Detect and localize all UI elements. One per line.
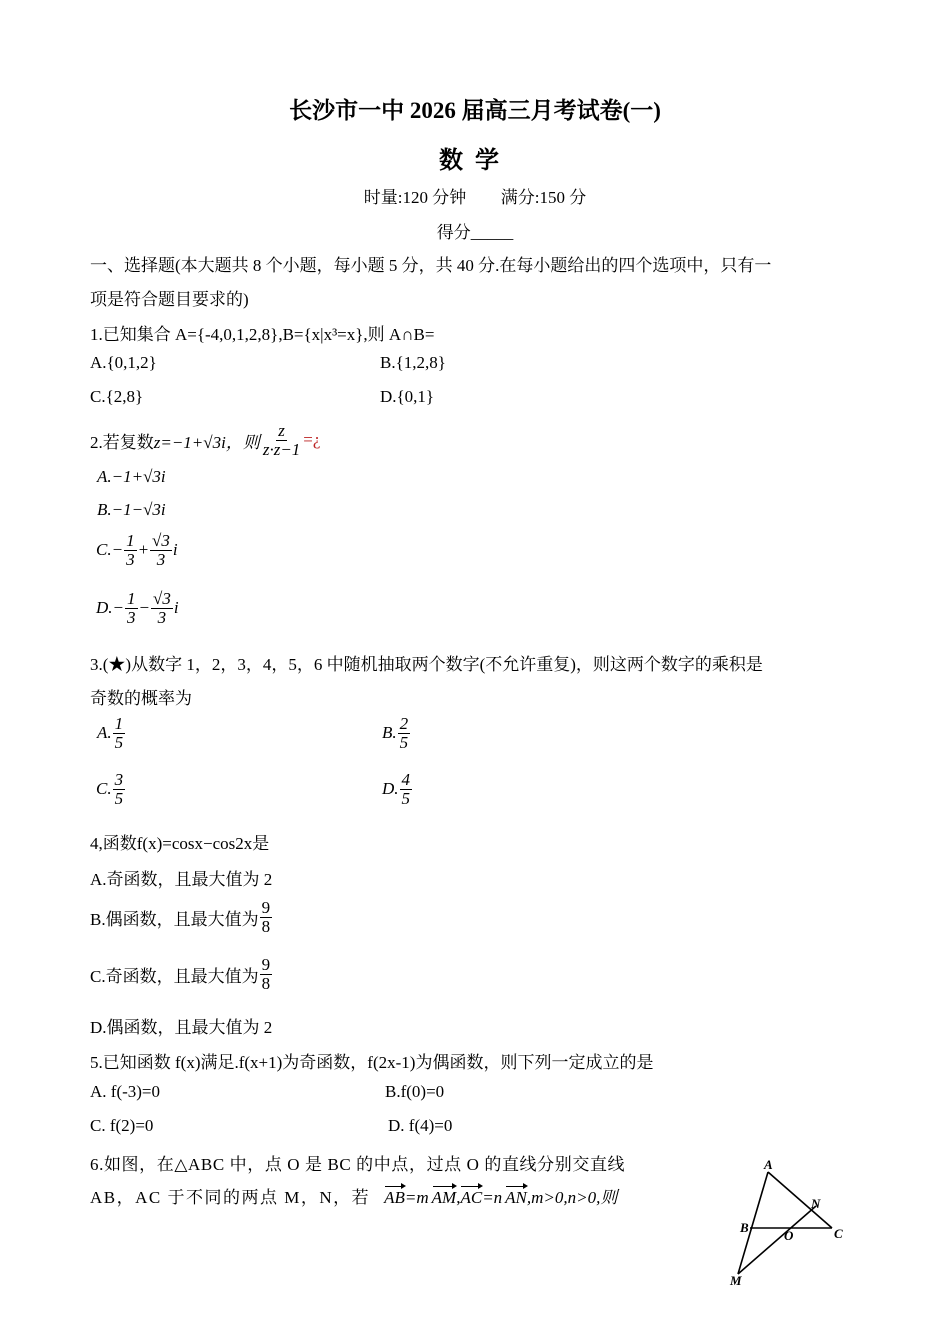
q2-option-b: B.−1−√3i [97, 500, 166, 519]
exam-title: 长沙市一中 2026 届高三月考试卷(一) [289, 98, 661, 123]
q5-option-d: D. f(4)=0 [388, 1116, 453, 1135]
q3-a-den: 5 [114, 732, 124, 752]
q3-b-den: 5 [399, 732, 409, 752]
q4-c-text: C.奇函数，且最大值为 [90, 966, 259, 986]
q2-c-frac2 [150, 532, 172, 569]
q2-c-den2: 3 [156, 549, 166, 569]
score-line: 得分_____ [436, 223, 514, 242]
q3-c-frac [113, 771, 126, 808]
q1-option-a: A.{0,1,2} [90, 353, 157, 372]
q6-stem-line2 [90, 1183, 617, 1208]
q2-c-frac1 [124, 532, 137, 569]
q2-expr: z=−1+√3i，则 [153, 432, 260, 452]
q3-a-num: 1 [114, 714, 124, 733]
q1-option-b: B.{1,2,8} [380, 353, 446, 372]
label-b: B [740, 1220, 749, 1235]
label-n: N [811, 1196, 821, 1211]
q3-b-num: 2 [399, 714, 409, 733]
q2-frac-num: z [278, 421, 285, 440]
q2-option-d [96, 590, 179, 627]
q1-option-d: D.{0,1} [380, 387, 435, 406]
triangle-figure [722, 1152, 852, 1290]
q2-d-den2: 3 [157, 607, 167, 627]
q3-stem-line2: 奇数的概率为 [90, 689, 192, 708]
q6-vector-ab: AB [384, 1188, 405, 1207]
q2-c-num1: 1 [126, 531, 135, 550]
q2-d-num1: 1 [127, 589, 136, 608]
q2-c-op: + [137, 540, 150, 560]
q4-option-c [90, 956, 273, 993]
q5-option-b: B.f(0)=0 [385, 1082, 445, 1101]
q1-option-c: C.{2,8} [90, 387, 144, 406]
q3-d-num: 4 [401, 770, 411, 789]
q3-d-label: D. [382, 779, 399, 799]
q4-option-d: D.偶函数，且最大值为 2 [90, 1018, 273, 1037]
q6-vector-an: AN [505, 1188, 527, 1207]
q2-frac-den: z·z−1 [262, 439, 301, 459]
q4-b-text: B.偶函数，且最大值为 [90, 909, 259, 929]
q6-eq2: =n [482, 1188, 503, 1207]
q1-stem: 1.已知集合 A={-4,0,1,2,8},B={x|x³=x},则 A∩B= [90, 325, 435, 344]
q3-option-a [97, 715, 126, 752]
q4-stem: 4,函数f(x)=cosx−cos2x是 [90, 834, 270, 853]
q6-condition: ,m>0,n>0,则 [526, 1188, 618, 1207]
q3-b-frac [398, 715, 411, 752]
q2-d-tail: i [173, 598, 179, 618]
q6-comma: , [456, 1188, 461, 1207]
q6-stem-line1: 6.如图，在△ABC 中，点 O 是 BC 的中点，过点 O 的直线分别交直线 [90, 1155, 626, 1174]
q3-option-d [382, 771, 413, 808]
q2-d-num2: √3 [152, 589, 171, 608]
q2-c-tail: i [172, 540, 178, 560]
label-c: C [834, 1226, 843, 1241]
q3-a-frac [113, 715, 126, 752]
q6-vector-am: AM [431, 1188, 457, 1207]
subject-title: 数学 [439, 148, 511, 174]
q2-c-num2: √3 [152, 531, 170, 550]
q2-d-den1: 3 [127, 607, 136, 627]
q2-d-frac2 [151, 590, 173, 627]
q4-b-frac [260, 899, 273, 936]
q3-option-c [96, 771, 126, 808]
q3-d-den: 5 [401, 788, 411, 808]
q2-option-c [96, 532, 178, 569]
time-limit: 时量:120 分钟 [363, 188, 467, 207]
q6-vector-ac: AC [460, 1188, 483, 1207]
q6-line2-text: AB，AC 于不同的两点 M，N，若 [90, 1188, 371, 1207]
q3-b-label: B. [382, 723, 397, 743]
q4-b-den: 8 [261, 916, 271, 936]
q3-c-den: 5 [114, 788, 124, 808]
q3-a-label: A. [97, 723, 112, 743]
q5-option-a: A. f(-3)=0 [90, 1082, 161, 1101]
q4-c-num: 9 [261, 955, 271, 974]
q4-option-a: A.奇函数，且最大值为 2 [90, 870, 273, 889]
q3-d-frac [400, 771, 413, 808]
exam-meta [0, 183, 950, 208]
label-o: O [784, 1228, 794, 1243]
q3-stem-line1: 3.(★)从数字 1，2，3，4，5，6 中随机抽取两个数字(不允许重复)，则这两个数字的乘积是 [90, 655, 763, 674]
q2-c-den1: 3 [126, 549, 135, 569]
q2-d-frac1 [125, 590, 138, 627]
label-m: M [730, 1273, 742, 1288]
q4-c-frac [260, 956, 273, 993]
q3-c-label: C. [96, 779, 112, 799]
q3-option-b [382, 715, 411, 752]
q5-stem: 5.已知函数 f(x)满足.f(x+1)为奇函数，f(2x-1)为偶函数，则下列一定成立的是 [90, 1053, 654, 1072]
q4-b-num: 9 [261, 898, 271, 917]
q2-d-op: − [138, 598, 150, 618]
q2-prefix: 2.若复数 [90, 432, 154, 452]
q4-option-b [90, 899, 273, 936]
label-a: A [764, 1157, 773, 1172]
q2-stem [90, 422, 320, 459]
q6-eq1: =m [404, 1188, 429, 1207]
q4-c-den: 8 [261, 973, 271, 993]
q2-fraction [261, 422, 302, 459]
q2-suffix: =¿ [303, 430, 321, 450]
q2-option-a: A.−1+√3i [97, 467, 166, 486]
section-intro-line1: 一、选择题(本大题共 8 个小题，每小题 5 分，共 40 分.在每小题给出的四个选项中，只有一 [90, 256, 772, 275]
full-score: 满分:150 分 [500, 188, 587, 207]
q3-c-num: 3 [114, 770, 124, 789]
q2-c-label: C.− [96, 540, 124, 560]
line-mn [738, 1206, 816, 1274]
section-intro-line2: 项是符合题目要求的) [90, 290, 249, 309]
q2-d-label: D.− [96, 598, 124, 618]
q5-option-c: C. f(2)=0 [90, 1116, 154, 1135]
